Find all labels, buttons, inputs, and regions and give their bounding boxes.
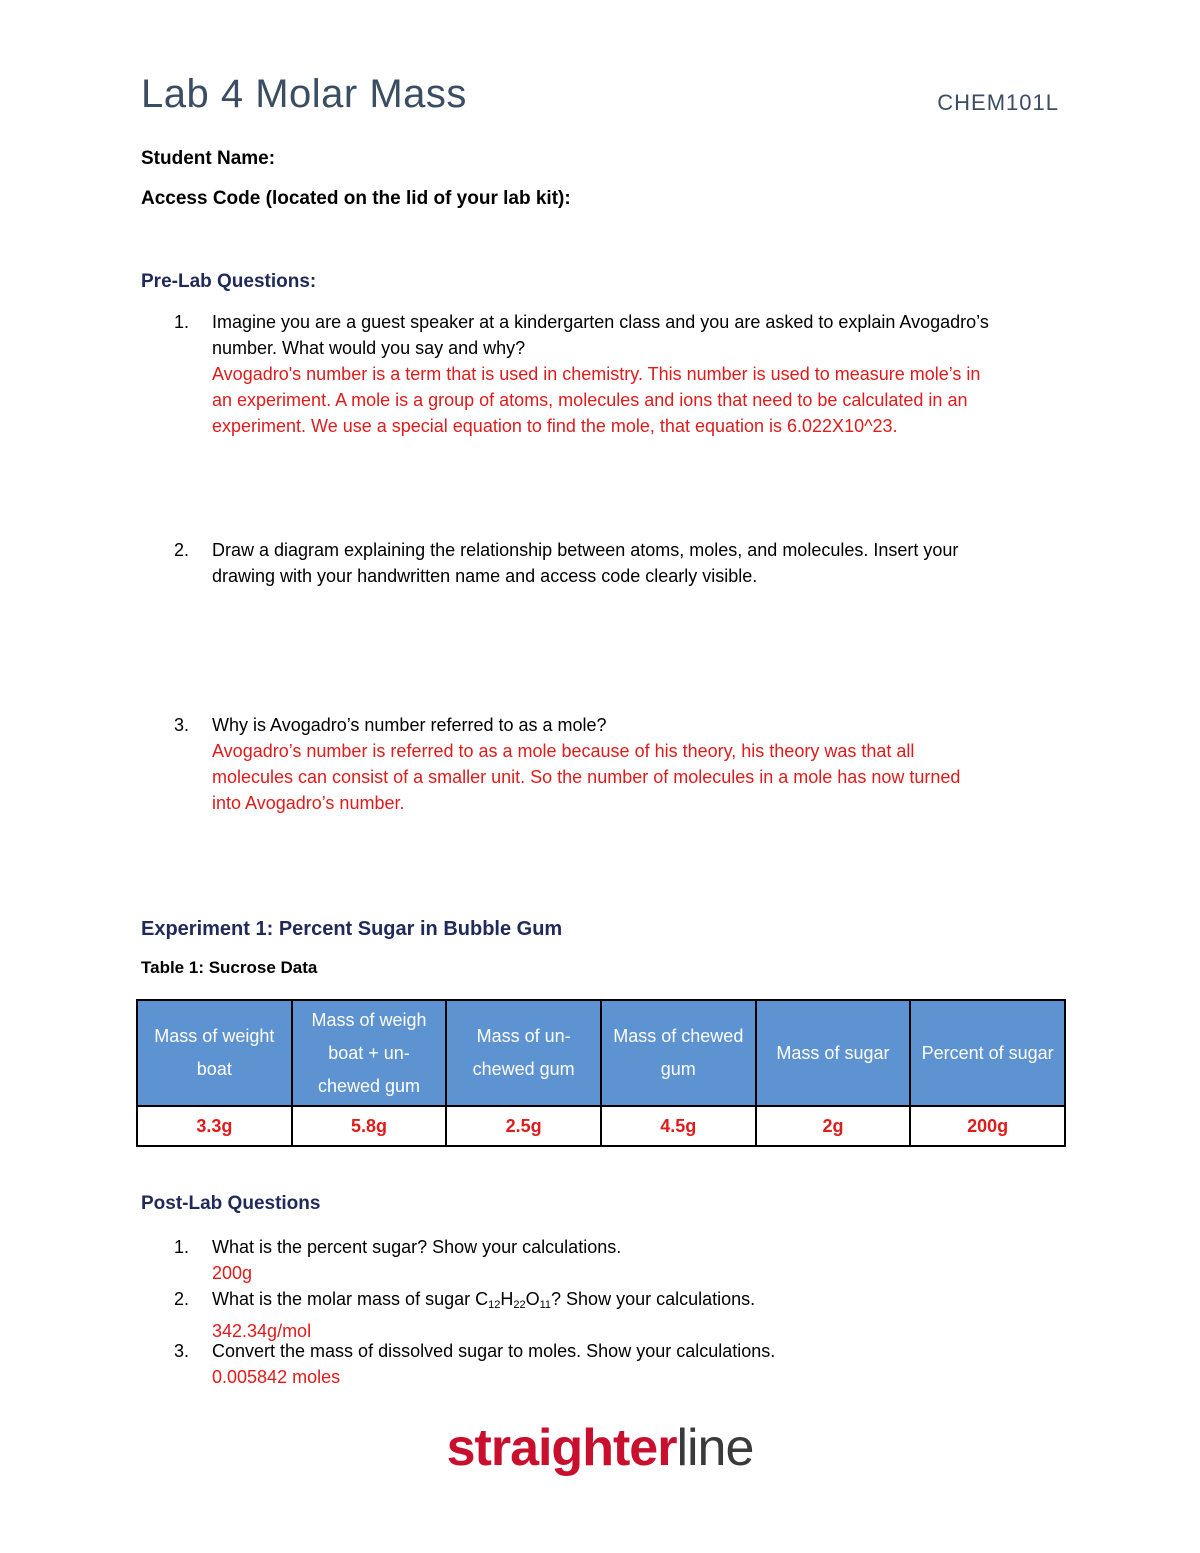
prelab-question-2: [174, 537, 959, 589]
logo-part-2: line: [676, 1419, 754, 1477]
question-text: number. What would you say and why?: [212, 338, 526, 358]
table-cell: 3.3g: [137, 1106, 292, 1146]
answer-text: Avogadro’s number is referred to as a mole because of his theory, his theory was that all: [212, 741, 915, 761]
postlab-heading: Post-Lab Questions: [141, 1193, 321, 1214]
sucrose-data-table: [136, 999, 1066, 1147]
column-header: Mass of sugar: [756, 1000, 911, 1106]
table-cell: 4.5g: [601, 1106, 756, 1146]
column-header: Percent of sugar: [910, 1000, 1065, 1106]
postlab-question-3: [174, 1338, 776, 1390]
column-header: Mass of weigh boat + un-chewed gum: [292, 1000, 447, 1106]
table-cell: 2.5g: [446, 1106, 601, 1146]
answer-text: 342.34g/mol: [212, 1321, 312, 1341]
formula-text: O: [525, 1289, 540, 1309]
question-text: Imagine you are a guest speaker at a kindergarten class and you are asked to explain Avogadro’s: [212, 312, 989, 332]
question-text: Convert the mass of dissolved sugar to moles. Show your calculations.: [212, 1341, 776, 1361]
prelab-question-3: [174, 712, 961, 816]
table-cell: 5.8g: [292, 1106, 447, 1146]
answer-text: Avogadro's number is a term that is used in chemistry. This number is used to measure mole’s in: [212, 364, 981, 384]
answer-text: experiment. We use a special equation to find the mole, that equation is 6.022X10^23.: [212, 416, 898, 436]
table-header-row: [137, 1000, 1065, 1106]
student-name-label: Student Name:: [141, 148, 276, 169]
question-number: 3.: [174, 715, 190, 735]
course-code: CHEM101L: [937, 90, 1059, 115]
answer-text: molecules can consist of a smaller unit. So the number of molecules in a mole has now turned: [212, 767, 961, 787]
formula-text: H: [500, 1289, 514, 1309]
experiment-heading: Experiment 1: Percent Sugar in Bubble Gum: [141, 918, 563, 940]
logo-part-1: straighter: [446, 1419, 677, 1477]
question-number: 2.: [174, 1289, 190, 1309]
postlab-question-1: [174, 1234, 622, 1286]
subscript: 12: [488, 1299, 501, 1311]
table-row: [137, 1106, 1065, 1146]
formula-text: ? Show your calculations.: [551, 1289, 756, 1309]
subscript: 22: [513, 1299, 526, 1311]
table-title: Table 1: Sucrose Data: [141, 958, 318, 977]
question-number: 2.: [174, 540, 190, 560]
column-header: Mass of chewed gum: [601, 1000, 756, 1106]
table-cell: 2g: [756, 1106, 911, 1146]
access-code-label: Access Code (located on the lid of your lab kit):: [141, 188, 571, 209]
column-header: Mass of weight boat: [137, 1000, 292, 1106]
formula-text: What is the molar mass of sugar C: [212, 1289, 489, 1309]
table-cell: 200g: [910, 1106, 1065, 1146]
subscript: 11: [539, 1299, 552, 1311]
question-number: 1.: [174, 312, 190, 332]
straighterline-logo: [0, 1418, 1200, 1478]
question-text: Draw a diagram explaining the relationship between atoms, moles, and molecules. Insert your: [212, 540, 959, 560]
question-number: 3.: [174, 1341, 190, 1361]
column-header: Mass of un-chewed gum: [446, 1000, 601, 1106]
question-text: [212, 1286, 755, 1318]
prelab-question-1: [174, 309, 989, 439]
answer-text: 200g: [212, 1263, 253, 1283]
question-text: drawing with your handwritten name and access code clearly visible.: [212, 566, 758, 586]
question-text: Why is Avogadro’s number referred to as a mole?: [212, 715, 607, 735]
question-number: 1.: [174, 1237, 190, 1257]
answer-text: an experiment. A mole is a group of atoms, molecules and ions that need to be calculated in an: [212, 390, 968, 410]
answer-text: into Avogadro’s number.: [212, 793, 405, 813]
prelab-heading: Pre-Lab Questions:: [141, 271, 317, 292]
postlab-question-2: [174, 1286, 756, 1344]
question-text: What is the percent sugar? Show your calculations.: [212, 1237, 622, 1257]
page-title: Lab 4 Molar Mass: [141, 72, 467, 116]
answer-text: 0.005842 moles: [212, 1367, 341, 1387]
